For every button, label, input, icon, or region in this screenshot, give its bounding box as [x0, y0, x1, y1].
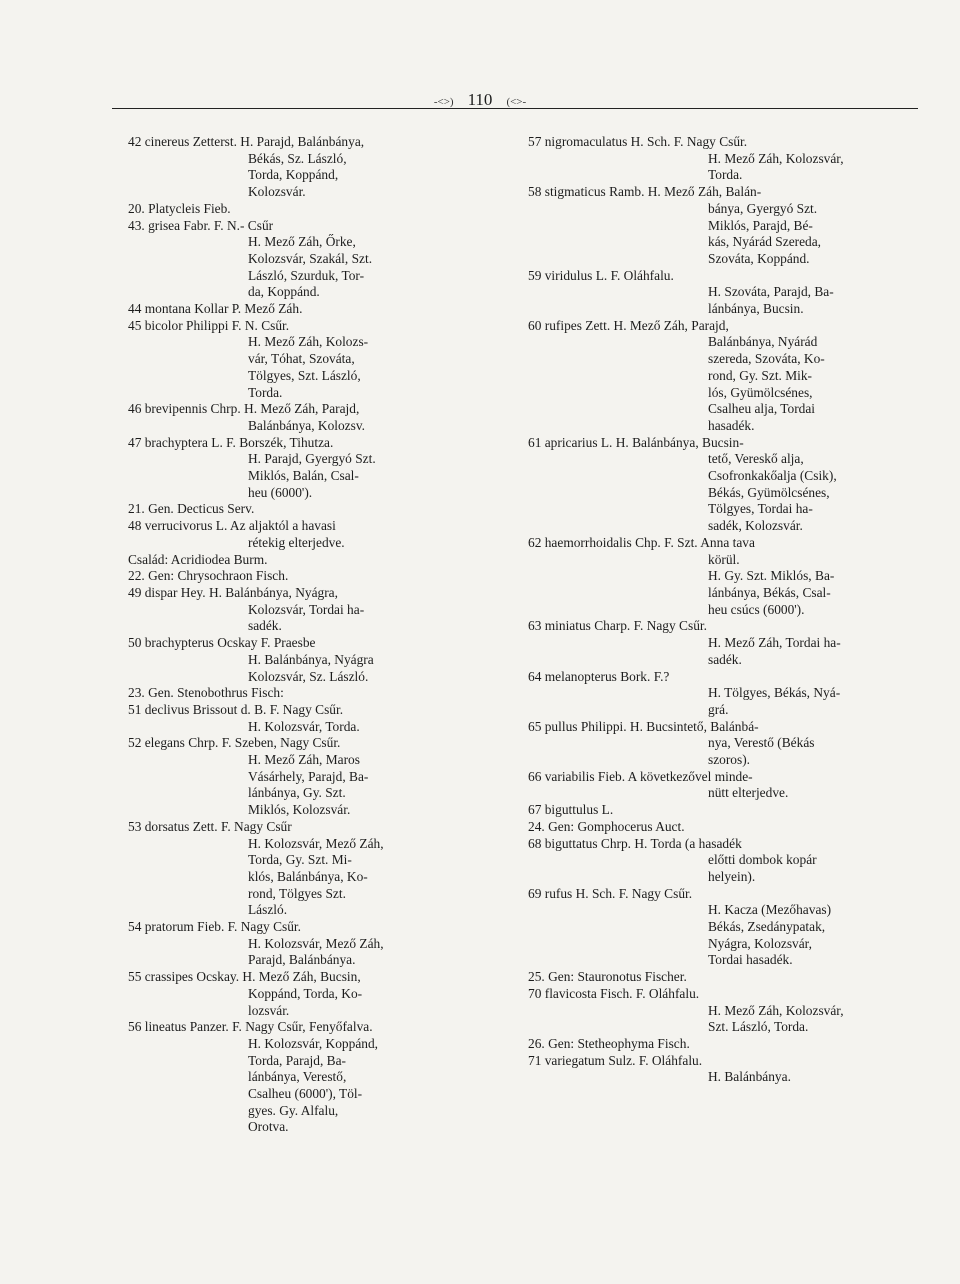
entry-heading-line: 59 viridulus L. F. Oláhfalu.: [528, 267, 674, 283]
catalogue-entry: [528, 886, 928, 970]
entry-continuation-line: heu csúcs (6000').: [708, 601, 805, 617]
entry-continuation-line: tető, Vereskő alja,: [708, 451, 804, 467]
entry-heading-line: 46 brevipennis Chrp. H. Mező Záh, Parajd,: [128, 401, 360, 417]
entry-heading-line: 52 elegans Chrp. F. Szeben, Nagy Csűr.: [128, 735, 341, 751]
catalogue-entry: [128, 134, 508, 201]
entry-continuation-line: lozsvár.: [248, 1002, 290, 1018]
entry-heading-line: 48 verrucivorus L. Az aljaktól a havasi: [128, 518, 336, 534]
catalogue-entry: [528, 836, 928, 886]
ornament-right: (<>-: [506, 96, 527, 108]
entry-continuation-line: Vásárhely, Parajd, Ba-: [248, 768, 369, 784]
entry-heading-line: 51 declivus Brissout d. B. F. Nagy Csűr.: [128, 701, 344, 717]
entry-continuation-line: H. Balánbánya.: [708, 1069, 791, 1085]
entry-heading-line: 20. Platycleis Fieb.: [128, 200, 231, 216]
entry-continuation-line: lánbánya, Bucsin.: [708, 301, 804, 317]
entry-continuation-line: rétekig elterjedve.: [248, 534, 345, 550]
catalogue-entry: [528, 669, 928, 719]
catalogue-entry: [528, 134, 928, 184]
entry-heading-line: 67 biguttulus L.: [528, 802, 614, 818]
entry-continuation-line: lánbánya, Gy. Szt.: [248, 785, 346, 801]
catalogue-entry: [128, 201, 508, 218]
entry-continuation-line: Torda.: [248, 384, 283, 400]
catalogue-entry: [128, 635, 508, 685]
left-column: [128, 134, 508, 1136]
entry-continuation-line: H. Mező Záh, Őrke,: [248, 234, 356, 250]
entry-continuation-line: előtti dombok kopár: [708, 852, 817, 868]
page-header: [0, 90, 960, 110]
entry-heading-line: 47 brachyptera L. F. Borszék, Tihutza.: [128, 434, 334, 450]
entry-continuation-line: nütt elterjedve.: [708, 785, 789, 801]
entry-continuation-line: Békás, Sz. László,: [248, 150, 347, 166]
entry-continuation-line: H. Kolozsvár, Mező Záh,: [248, 935, 384, 951]
entry-continuation-line: grá.: [708, 701, 729, 717]
entry-continuation-line: Kolozsvár, Tordai ha-: [248, 601, 365, 617]
right-column: [528, 134, 928, 1086]
entry-heading-line: 43. grisea Fabr. F. N.- Csűr: [128, 217, 274, 233]
entry-heading-line: 70 flavicosta Fisch. F. Oláhfalu.: [528, 985, 700, 1001]
entry-continuation-line: H. Mező Záh, Maros: [248, 752, 360, 768]
catalogue-entry: [528, 969, 928, 986]
entry-continuation-line: Tordai hasadék.: [708, 952, 793, 968]
entry-continuation-line: Tölgyes, Szt. László,: [248, 367, 361, 383]
entry-continuation-line: Kolozsvár.: [248, 184, 306, 200]
entry-continuation-line: lós, Gyümölcsénes,: [708, 384, 813, 400]
entry-continuation-line: Koppánd, Torda, Ko-: [248, 985, 363, 1001]
entry-continuation-line: Tölgyes, Tordai ha-: [708, 501, 813, 517]
catalogue-entry: [128, 735, 508, 819]
catalogue-entry: [528, 986, 928, 1036]
catalogue-entry: [128, 1019, 508, 1136]
catalogue-entry: [128, 552, 508, 569]
entry-heading-line: 25. Gen: Stauronotus Fischer.: [528, 969, 687, 985]
entry-continuation-line: klós, Balánbánya, Ko-: [248, 868, 368, 884]
entry-continuation-line: Békás, Zsedánypatak,: [708, 919, 826, 935]
catalogue-entry: [528, 802, 928, 819]
catalogue-entry: [528, 1036, 928, 1053]
entry-continuation-line: rond, Gy. Szt. Mik-: [708, 367, 813, 383]
entry-continuation-line: szereda, Szováta, Ko-: [708, 351, 825, 367]
catalogue-entry: [528, 435, 928, 535]
entry-continuation-line: Szováta, Koppánd.: [708, 250, 810, 266]
entry-continuation-line: H. Kacza (Mezőhavas): [708, 902, 832, 918]
entry-heading-line: 55 crassipes Ocskay. H. Mező Záh, Bucsin,: [128, 969, 361, 985]
entry-continuation-line: Miklós, Parajd, Bé-: [708, 217, 813, 233]
entry-continuation-line: H. Mező Záh, Tordai ha-: [708, 635, 841, 651]
entry-continuation-line: H. Kolozsvár, Koppánd,: [248, 1035, 378, 1051]
entry-continuation-line: Miklós, Kolozsvár.: [248, 802, 351, 818]
ornament-left: -<>): [433, 96, 454, 108]
entry-heading-line: 66 variabilis Fieb. A következővel minde-: [528, 768, 753, 784]
entry-continuation-line: lánbánya, Békás, Csal-: [708, 584, 831, 600]
catalogue-entry: [128, 685, 508, 702]
entry-continuation-line: heu (6000').: [248, 484, 313, 500]
entry-heading-line: 45 bicolor Philippi F. N. Csűr.: [128, 317, 290, 333]
entry-heading-line: 60 rufipes Zett. H. Mező Záh, Parajd,: [528, 317, 729, 333]
entry-continuation-line: Nyágra, Kolozsvár,: [708, 935, 812, 951]
page-number: 110: [467, 90, 493, 109]
entry-heading-line: 58 stigmaticus Ramb. H. Mező Záh, Balán-: [528, 184, 762, 200]
entry-heading-line: 22. Gen: Chrysochraon Fisch.: [128, 568, 289, 584]
catalogue-entry: [528, 769, 928, 802]
catalogue-entry: [128, 568, 508, 585]
entry-continuation-line: Békás, Gyümölcsénes,: [708, 484, 830, 500]
entry-heading-line: 62 haemorrhoidalis Chp. F. Szt. Anna tava: [528, 534, 755, 550]
entry-heading-line: 53 dorsatus Zett. F. Nagy Csűr: [128, 818, 292, 834]
entry-heading-line: 54 pratorum Fieb. F. Nagy Csűr.: [128, 919, 301, 935]
catalogue-entry: [128, 585, 508, 635]
entry-continuation-line: Csofronkakőalja (Csik),: [708, 468, 837, 484]
entry-heading-line: 57 nigromaculatus H. Sch. F. Nagy Csűr.: [528, 134, 748, 149]
catalogue-entry: [128, 501, 508, 518]
entry-heading-line: 50 brachypterus Ocskay F. Praesbe: [128, 635, 316, 651]
catalogue-entry: [528, 535, 928, 619]
entry-continuation-line: H. Mező Záh, Kolozs-: [248, 334, 369, 350]
entry-continuation-line: vár, Tóhat, Szováta,: [248, 351, 355, 367]
entry-heading-line: Család: Acridiodea Burm.: [128, 551, 268, 567]
entry-continuation-line: Torda.: [708, 167, 743, 183]
entry-continuation-line: Miklós, Balán, Csal-: [248, 468, 359, 484]
entry-continuation-line: H. Kolozsvár, Mező Záh,: [248, 835, 384, 851]
entry-heading-line: 21. Gen. Decticus Serv.: [128, 501, 255, 517]
catalogue-entry: [128, 401, 508, 434]
header-rule: [112, 108, 918, 109]
entry-continuation-line: H. Gy. Szt. Miklós, Ba-: [708, 568, 835, 584]
entry-heading-line: 63 miniatus Charp. F. Nagy Csűr.: [528, 618, 707, 634]
entry-continuation-line: H. Kolozsvár, Torda.: [248, 718, 360, 734]
entry-continuation-line: Parajd, Balánbánya.: [248, 952, 356, 968]
entry-continuation-line: László.: [248, 902, 288, 918]
entry-continuation-line: Torda, Gy. Szt. Mi-: [248, 852, 352, 868]
entry-heading-line: 68 biguttatus Chrp. H. Torda (a hasadék: [528, 835, 742, 851]
entry-continuation-line: Torda, Parajd, Ba-: [248, 1052, 346, 1068]
entry-heading-line: 44 montana Kollar P. Mező Záh.: [128, 301, 303, 317]
entry-heading-line: 23. Gen. Stenobothrus Fisch:: [128, 685, 284, 701]
entry-heading-line: 42 cinereus Zetterst. H. Parajd, Balánbánya,: [128, 134, 365, 149]
entry-continuation-line: László, Szurduk, Tor-: [248, 267, 365, 283]
entry-continuation-line: körül.: [708, 551, 740, 567]
catalogue-entry: [528, 618, 928, 668]
entry-continuation-line: H. Tölgyes, Békás, Nyá-: [708, 685, 841, 701]
entry-continuation-line: kás, Nyárád Szereda,: [708, 234, 822, 250]
entry-continuation-line: Szt. László, Torda.: [708, 1019, 809, 1035]
entry-continuation-line: sadék, Kolozsvár.: [708, 518, 803, 534]
catalogue-entry: [128, 518, 508, 551]
entry-continuation-line: H. Balánbánya, Nyágra: [248, 651, 374, 667]
entry-continuation-line: gyes. Gy. Alfalu,: [248, 1102, 339, 1118]
entry-continuation-line: sadék.: [708, 651, 742, 667]
entry-heading-line: 26. Gen: Stetheophyma Fisch.: [528, 1035, 690, 1051]
entry-heading-line: 61 apricarius L. H. Balánbánya, Bucsin-: [528, 434, 744, 450]
catalogue-entry: [528, 268, 928, 318]
entry-continuation-line: Orotva.: [248, 1119, 289, 1135]
catalogue-entry: [528, 184, 928, 268]
entry-heading-line: 49 dispar Hey. H. Balánbánya, Nyágra,: [128, 584, 338, 600]
entry-continuation-line: Csalheu alja, Tordai: [708, 401, 816, 417]
entry-continuation-line: H. Szováta, Parajd, Ba-: [708, 284, 834, 300]
entry-continuation-line: da, Koppánd.: [248, 284, 320, 300]
entry-continuation-line: H. Parajd, Gyergyó Szt.: [248, 451, 376, 467]
catalogue-entry: [528, 819, 928, 836]
catalogue-entry: [528, 719, 928, 769]
entry-continuation-line: H. Mező Záh, Kolozsvár,: [708, 150, 844, 166]
catalogue-entry: [128, 969, 508, 1019]
catalogue-entry: [528, 1053, 928, 1086]
entry-heading-line: 71 variegatum Sulz. F. Oláhfalu.: [528, 1052, 703, 1068]
entry-continuation-line: szoros).: [708, 752, 751, 768]
entry-continuation-line: sadék.: [248, 618, 282, 634]
entry-continuation-line: Balánbánya, Kolozsv.: [248, 417, 366, 433]
entry-continuation-line: H. Mező Záh, Kolozsvár,: [708, 1002, 844, 1018]
entry-heading-line: 65 pullus Philippi. H. Bucsintető, Balánbá-: [528, 718, 759, 734]
entry-heading-line: 69 rufus H. Sch. F. Nagy Csűr.: [528, 885, 693, 901]
catalogue-entry: [128, 318, 508, 402]
catalogue-entry: [128, 919, 508, 969]
entry-continuation-line: bánya, Gyergyó Szt.: [708, 200, 818, 216]
entry-continuation-line: Csalheu (6000'), Töl-: [248, 1086, 363, 1102]
entry-continuation-line: hasadék.: [708, 417, 755, 433]
catalogue-entry: [128, 702, 508, 735]
entry-continuation-line: Kolozsvár, Szakál, Szt.: [248, 250, 373, 266]
entry-continuation-line: lánbánya, Verestő,: [248, 1069, 347, 1085]
entry-heading-line: 56 lineatus Panzer. F. Nagy Csűr, Fenyőfalva.: [128, 1019, 373, 1035]
entry-continuation-line: Balánbánya, Nyárád: [708, 334, 818, 350]
entry-continuation-line: rond, Tölgyes Szt.: [248, 885, 346, 901]
entry-heading-line: 24. Gen: Gomphocerus Auct.: [528, 818, 685, 834]
catalogue-entry: [128, 435, 508, 502]
catalogue-entry: [528, 318, 928, 435]
entry-continuation-line: Torda, Koppánd,: [248, 167, 339, 183]
entry-continuation-line: Kolozsvár, Sz. László.: [248, 668, 369, 684]
entry-heading-line: 64 melanopterus Bork. F.?: [528, 668, 670, 684]
entry-continuation-line: nya, Verestő (Békás: [708, 735, 815, 751]
catalogue-entry: [128, 218, 508, 302]
catalogue-entry: [128, 301, 508, 318]
entry-continuation-line: helyein).: [708, 868, 756, 884]
catalogue-entry: [128, 819, 508, 919]
